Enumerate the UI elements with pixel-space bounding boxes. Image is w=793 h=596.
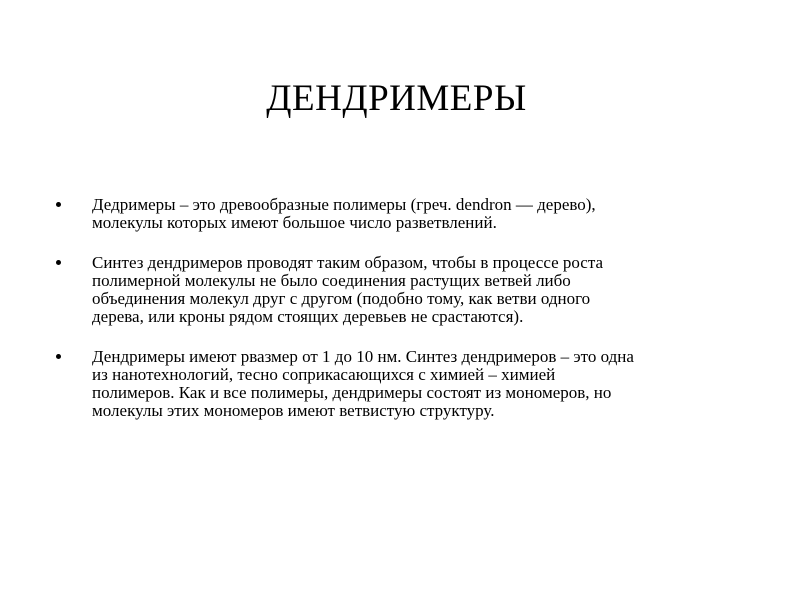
bullet-line: объединения молекул друг с другом (подобно тому, как ветви одного: [92, 289, 591, 308]
bullet-line: Синтез дендримеров проводят таким образом, чтобы в процессе роста: [92, 253, 604, 272]
bullet-line: Дедримеры – это древообразные полимеры (греч. dendron — дерево),: [92, 195, 596, 214]
bullet-item-synthesis: [56, 254, 746, 326]
bullet-line: молекулы этих мономеров имеют ветвистую структуру.: [92, 401, 495, 420]
bullet-item-size: [56, 348, 756, 420]
bullet-text: [92, 348, 756, 420]
bullet-line: полимеров. Как и все полимеры, дендримеры состоят из мономеров, но: [92, 383, 612, 402]
bullet-dot-icon: [56, 260, 61, 265]
bullet-dot-icon: [56, 354, 61, 359]
bullet-line: молекулы которых имеют большое число разветвлений.: [92, 213, 497, 232]
slide-title: ДЕНДРИМЕРЫ: [266, 78, 527, 119]
bullet-list: [56, 196, 746, 442]
bullet-text: [92, 254, 746, 326]
bullet-line: полимерной молекулы не было соединения растущих ветвей либо: [92, 271, 571, 290]
bullet-text: [92, 196, 746, 232]
bullet-line: дерева, или кроны рядом стоящих деревьев не срастаются).: [92, 307, 524, 326]
bullet-dot-icon: [56, 202, 61, 207]
bullet-line: Дендримеры имеют рвазмер от 1 до 10 нм. Синтез дендримеров – это одна: [92, 347, 634, 366]
bullet-line: из нанотехнологий, тесно соприкасающихся с химией – химией: [92, 365, 556, 384]
bullet-item-definition: [56, 196, 746, 232]
